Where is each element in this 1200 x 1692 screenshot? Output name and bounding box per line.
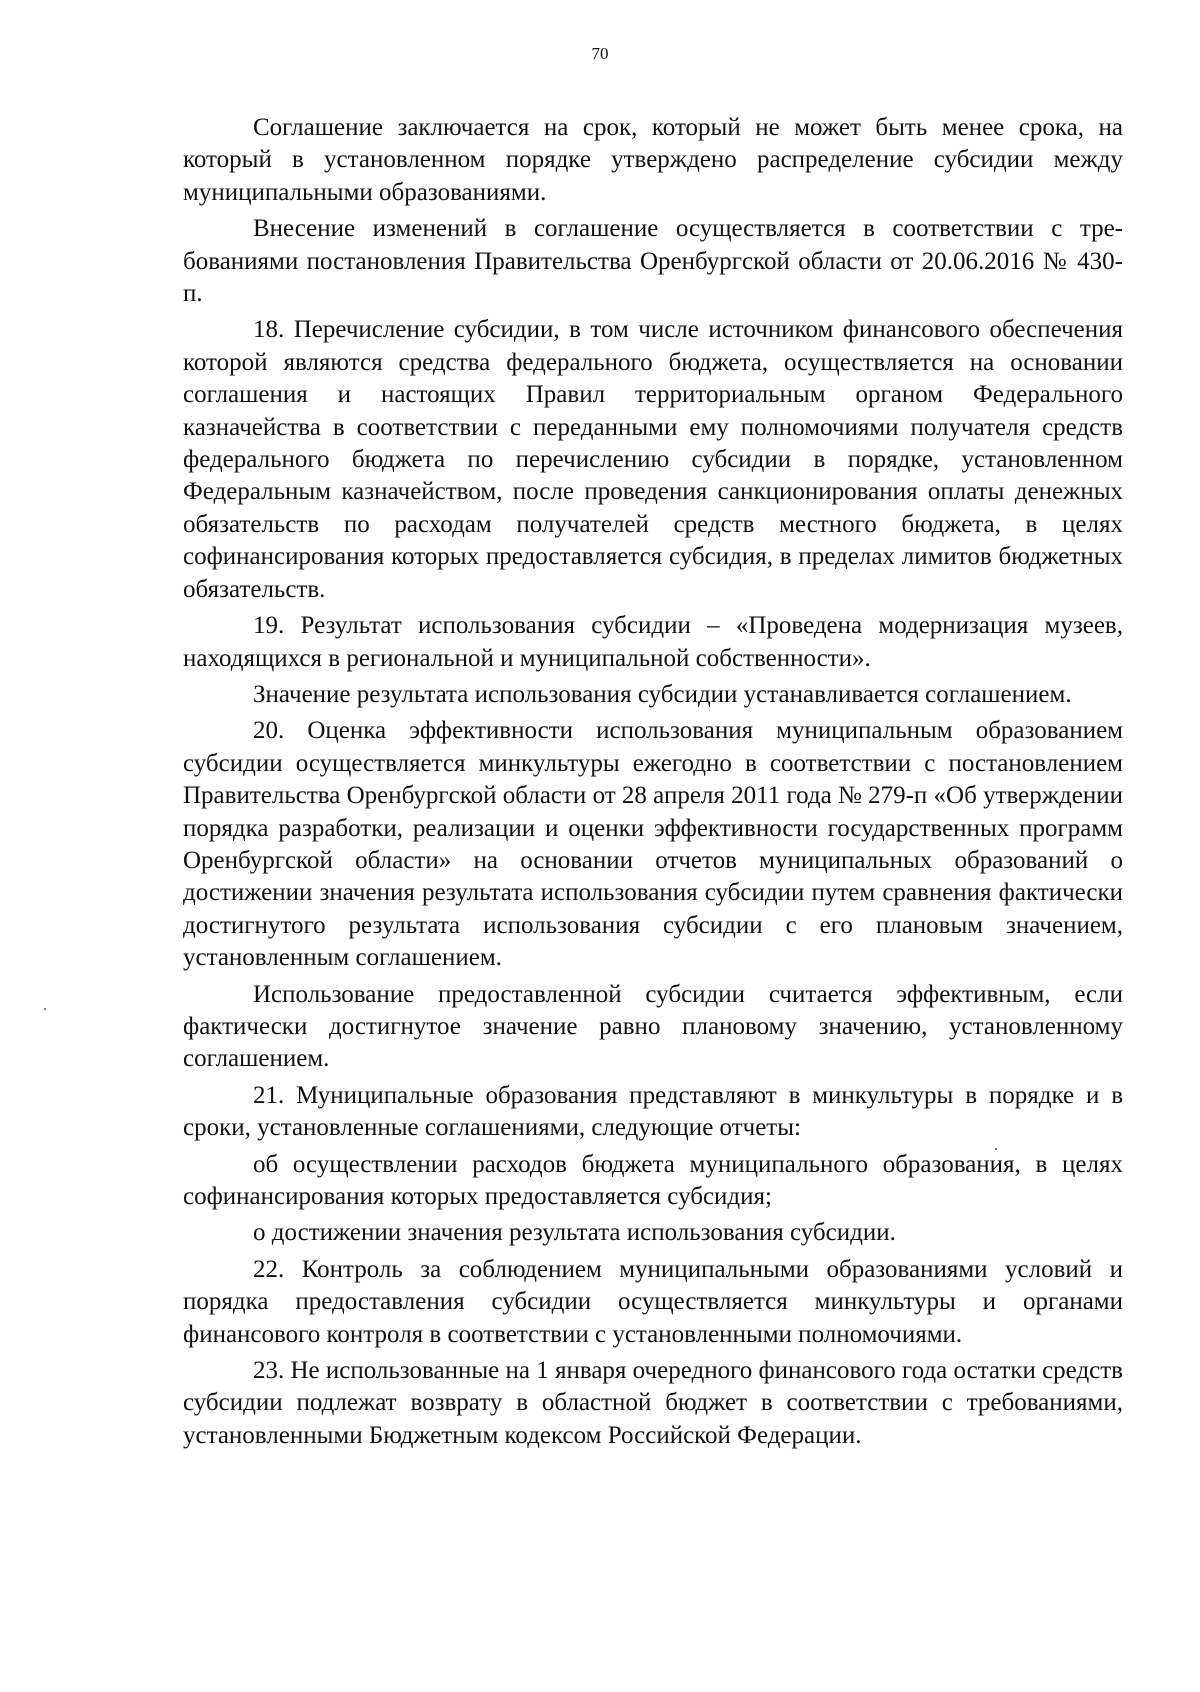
paragraph-18-transfer: 18. Перечисление субсидии, в том числе источником финансового обеспечения которой являются средства федерального бюджета, осуществляется на основании соглашения и настоящих Правил территориальным органом Федерального казначейства в соответствии с переданными ему полномочиями получателя средств федерального бюджета по перечислению субсидии в порядке, установленном Федеральным казначейством, после проведения санкционирования оплаты денежных обязательств по расходам получателей средств местного бюджета, в целях софинансирования которых предоставляется субсидия, в пределах лимитов бюджетных обязательств. bbox=[183, 316, 1123, 603]
paragraph-19-result: 19. Результат использования субсидии – «Проведена модернизация музеев, находящихся в региональной и муниципальной собственности». bbox=[183, 612, 1123, 672]
scan-speck bbox=[44, 1008, 46, 1010]
paragraph-result-value: Значение результата использования субсидии устанавливается соглашением. bbox=[253, 680, 1072, 708]
paragraph-report-result: о достижении значения результата использования субсидии. bbox=[253, 1219, 896, 1247]
scan-speck bbox=[995, 1148, 997, 1150]
paragraph-23-return: 23. Не использованные на 1 января очередного финансового года остатки средств субсидии подлежат возврату в областной бюджет в соответствии с требованиями, установленными Бюджетным кодексом Российской Федерации. bbox=[183, 1357, 1123, 1449]
paragraph-agreement-term: Соглашение заключается на срок, который не может быть менее срока, на который в установленном порядке утверждено распределение субсидии между муниципальными образованиями. bbox=[183, 114, 1123, 206]
paragraph-20-efficiency: 20. Оценка эффективности использования муниципальным образованием субсидии осуществляется минкультуры ежегодно в соответствии с постановлением Правительства Оренбургской области от 28 апреля 2011 года № 279-п «Об утверждении порядка разработки, реализации и оценки эффективности государственных программ Оренбургской области» на основании отчетов муниципальных образований о достижении значения результата использования субсидии путем сравнения фактически достигнутого результата использования субсидии с его плановым значением, установленным соглашением. bbox=[183, 717, 1123, 972]
paragraph-report-expenses: об осуществлении расходов бюджета муниципального образования, в целях софинансирования которых предоставляется субсидия; bbox=[183, 1150, 1123, 1210]
paragraph-agreement-changes: Внесение изменений в соглашение осуществляется в соответствии с требованиями постановления Правительства Оренбургской области от 20.06.2016 № 430-п. bbox=[183, 215, 1123, 308]
paragraph-22-control: 22. Контроль за соблюдением муниципальными образованиями условий и порядка предоставления субсидии осуществляется минкультуры и органами финансового контроля в соответствии с установленными полномочиями. bbox=[183, 1255, 1123, 1348]
paragraph-21-reports: 21. Муниципальные образования представляют в минкультуры в порядке и в сроки, установленные соглашениями, следующие отчеты: bbox=[183, 1081, 1123, 1142]
document-body bbox=[183, 112, 1123, 1452]
paragraph-efficiency-criterion: Использование предоставленной субсидии считается эффективным, если фактически достигнутое значение равно плановому значению, установленному соглашением. bbox=[183, 980, 1123, 1073]
page-number: 70 bbox=[591, 44, 609, 63]
